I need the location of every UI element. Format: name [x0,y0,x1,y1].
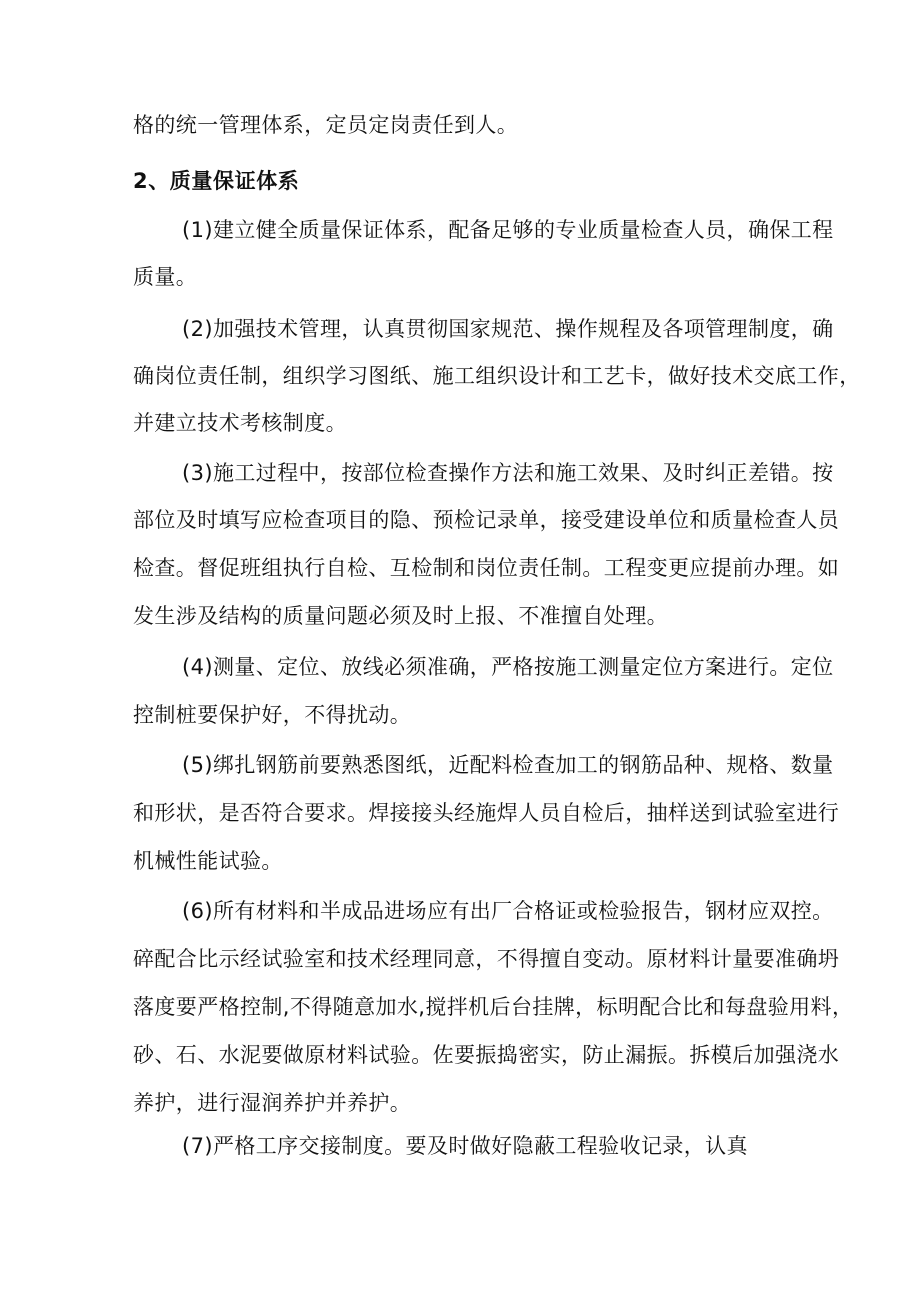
paragraph-line: (3)施工过程中，按部位检查操作方法和施工效果、及时纠正差错。按 [182,461,834,485]
paragraph-line: (1)建立健全质量保证体系，配备足够的专业质量检查人员，确保工程 [182,218,834,242]
paragraph-line: 发生涉及结构的质量问题必须及时上报、不准擅自处理。 [133,604,668,628]
paragraph-line: (7)严格工序交接制度。要及时做好隐蔽工程验收记录，认真 [182,1134,748,1158]
paragraph-line: 和形状，是否符合要求。焊接接头经施焊人员自检后，抽样送到试验室进行 [133,801,840,825]
paragraph-line: (6)所有材料和半成品进场应有出厂合格证或检验报告，钢材应双控。 [182,899,834,923]
paragraph-line: 养护，进行湿润养护并养护。 [133,1091,412,1115]
paragraph-line: (4)测量、定位、放线必须准确，严格按施工测量定位方案进行。定位 [182,655,834,679]
section-heading: 2、质量保证体系 [133,169,300,193]
paragraph-line: 检查。督促班组执行自检、互检制和岗位责任制。工程变更应提前办理。如 [133,556,840,580]
paragraph-line: 机械性能试验。 [133,849,283,873]
paragraph-line: (5)绑扎钢筋前要熟悉图纸，近配料检查加工的钢筋品种、规格、数量 [182,753,834,777]
paragraph-line: 落度要严格控制,不得随意加水,搅拌机后台挂牌，标明配合比和每盘验用料， [133,995,854,1019]
paragraph-line: 控制桩要保护好，不得扰动。 [133,703,412,727]
paragraph-line: 格的统一管理体系，定员定岗责任到人。 [133,113,519,137]
paragraph-line: 碎配合比示经试验室和技术经理同意，不得擅自变动。原材料计量要准确坍 [133,947,840,971]
paragraph-line: 质量。 [133,265,198,289]
paragraph-line: 确岗位责任制，组织学习图纸、施工组织设计和工艺卡，做好技术交底工作， [133,364,861,388]
paragraph-line: 部位及时填写应检查项目的隐、预检记录单，接受建设单位和质量检查人员 [133,508,840,532]
paragraph-line: 并建立技术考核制度。 [133,411,347,435]
paragraph-line: 砂、石、水泥要做原材料试验。佐要振捣密实，防止漏振。拆模后加强浇水 [133,1043,840,1067]
paragraph-line: (2)加强技术管理，认真贯彻国家规范、操作规程及各项管理制度，确 [182,317,834,341]
